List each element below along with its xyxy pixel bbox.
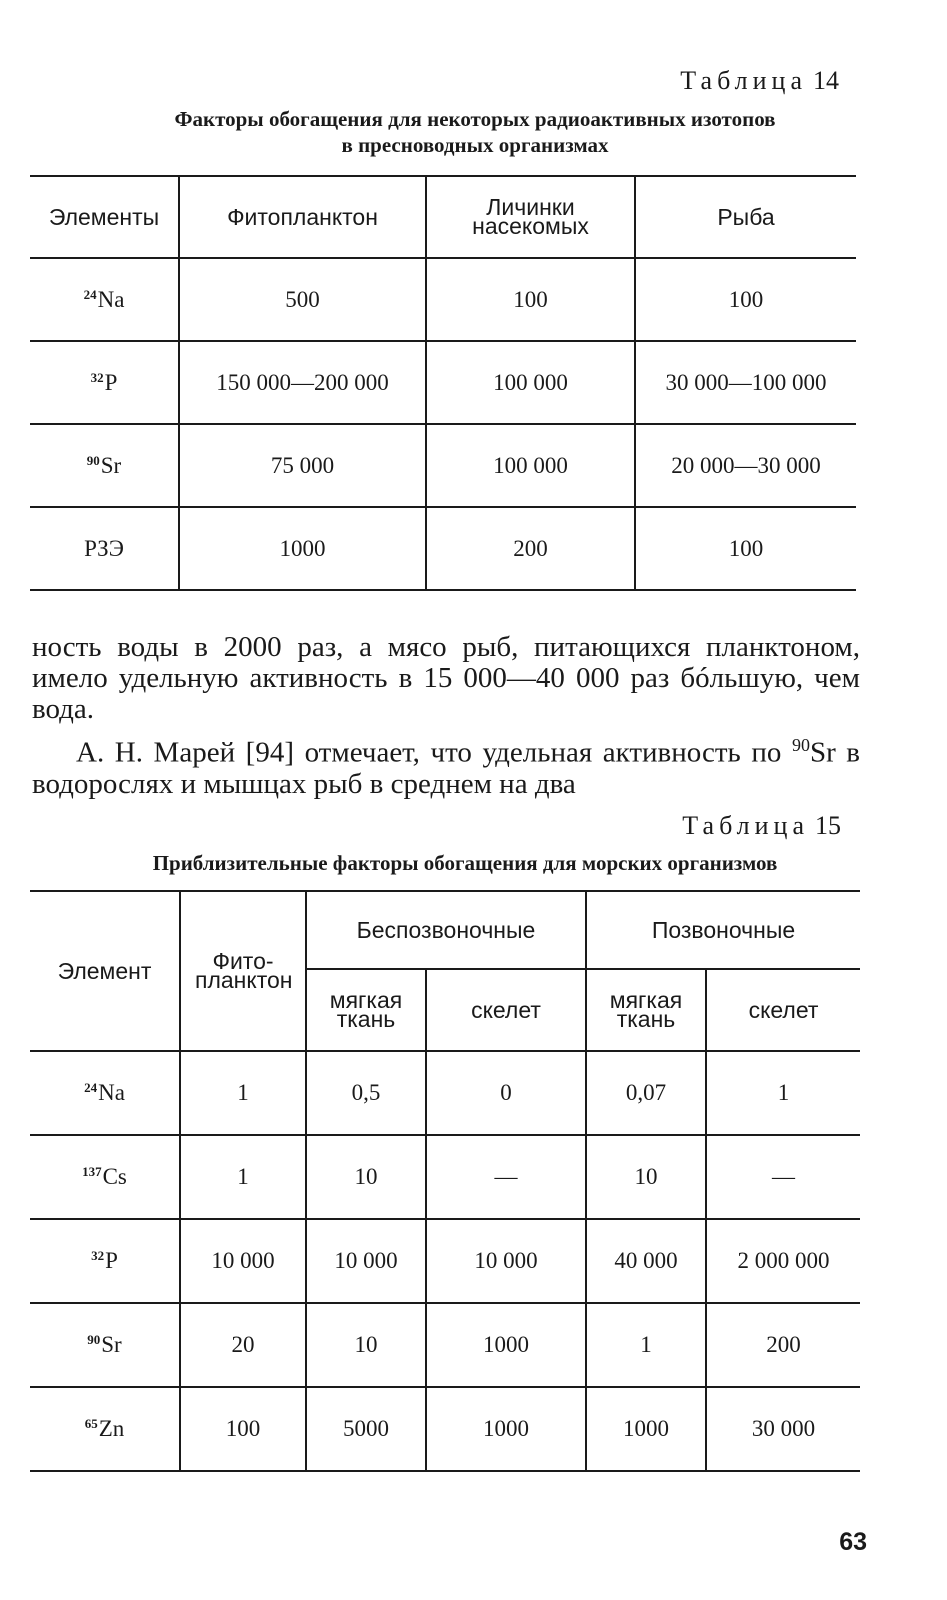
header-phytoplankton: Фитопланктон xyxy=(179,176,426,258)
row-element: $^{90}$Sr xyxy=(86,452,122,478)
table-row xyxy=(30,1219,860,1303)
table14 xyxy=(30,175,856,591)
cell: 20 000—30 000 xyxy=(635,424,856,507)
cell: 1 xyxy=(180,1135,306,1219)
table-row xyxy=(30,1387,860,1471)
cell: 100 xyxy=(635,507,856,590)
header-insect-larvae: Личинки насекомых xyxy=(426,176,635,258)
table-row xyxy=(30,424,856,507)
cell: 1 xyxy=(180,1051,306,1135)
cell: 150 000—200 000 xyxy=(179,341,426,424)
row-element: $^{90}$Sr xyxy=(87,1332,122,1357)
cell: 2 000 000 xyxy=(706,1219,860,1303)
header-vertebrates: Позвоночные xyxy=(586,891,860,969)
table15-header-row-1 xyxy=(30,891,860,969)
cell: 10 xyxy=(306,1303,426,1387)
row-element: РЗЭ xyxy=(84,535,124,561)
cell: 1 xyxy=(706,1051,860,1135)
cell: 100 000 xyxy=(426,424,635,507)
table-row xyxy=(30,1303,860,1387)
cell: 100 xyxy=(635,258,856,341)
cell: 1000 xyxy=(586,1387,706,1471)
table-row xyxy=(30,341,856,424)
body-paragraph-1: ность воды в 2000 раз, а мясо рыб, питающихся планктоном, имело удельную активность в 15 000—40 000 раз бóльшую, чем вода. xyxy=(32,631,860,725)
cell: 1000 xyxy=(426,1387,586,1471)
row-element: $^{137}$Cs xyxy=(82,1164,127,1189)
table-row xyxy=(30,258,856,341)
table15-title: Приблизительные факторы обогащения для морских организмов xyxy=(152,851,778,875)
cell: 100 000 xyxy=(426,341,635,424)
page-number: 63 xyxy=(839,1528,867,1556)
cell: 1000 xyxy=(179,507,426,590)
cell: — xyxy=(706,1135,860,1219)
cell: 0,07 xyxy=(586,1051,706,1135)
header-invert-soft-tissue: мягкая ткань xyxy=(306,969,426,1051)
row-element: $^{24}$Na xyxy=(84,1080,125,1105)
row-element: $^{32}$P xyxy=(90,369,118,395)
header-elements: Элементы xyxy=(48,203,160,230)
header-fish: Рыба xyxy=(635,176,856,258)
cell: 10 000 xyxy=(426,1219,586,1303)
body-paragraph-2: А. Н. Марей [94] отмечает, что удельная активность по $^{90}$Sr в водорослях и мышцах рыб в среднем на два xyxy=(32,735,860,800)
row-element: $^{24}$Na xyxy=(83,286,125,312)
table14-label: Таблица 14 xyxy=(680,66,839,95)
cell: 10 xyxy=(306,1135,426,1219)
table15 xyxy=(30,890,860,1472)
cell: 10 000 xyxy=(306,1219,426,1303)
table14-title: Факторы обогащения для некоторых радиоактивных изотопов в пресноводных организмах xyxy=(174,107,776,157)
table-row xyxy=(30,1135,860,1219)
table14-header-row xyxy=(30,176,856,258)
row-element: $^{32}$P xyxy=(91,1248,118,1273)
header-invertebrates: Беспозвоночные xyxy=(306,891,586,969)
cell: 0 xyxy=(426,1051,586,1135)
cell: 100 xyxy=(180,1387,306,1471)
cell: 0,5 xyxy=(306,1051,426,1135)
header-vert-skeleton: скелет xyxy=(706,969,860,1051)
row-element: $^{65}$Zn xyxy=(84,1416,125,1441)
table-row xyxy=(30,507,856,590)
cell: 1000 xyxy=(426,1303,586,1387)
header-element: Элемент xyxy=(30,891,180,1051)
cell: 500 xyxy=(179,258,426,341)
cell: 1 xyxy=(586,1303,706,1387)
header-vert-soft-tissue: мягкая ткань xyxy=(586,969,706,1051)
cell: 30 000—100 000 xyxy=(635,341,856,424)
cell: — xyxy=(426,1135,586,1219)
cell: 200 xyxy=(706,1303,860,1387)
cell: 30 000 xyxy=(706,1387,860,1471)
cell: 40 000 xyxy=(586,1219,706,1303)
cell: 10 xyxy=(586,1135,706,1219)
cell: 75 000 xyxy=(179,424,426,507)
cell: 20 xyxy=(180,1303,306,1387)
cell: 10 000 xyxy=(180,1219,306,1303)
header-phytoplankton: Фито-планктон xyxy=(180,891,306,1051)
cell: 100 xyxy=(426,258,635,341)
header-invert-skeleton: скелет xyxy=(426,969,586,1051)
table15-label: Таблица 15 xyxy=(682,811,841,840)
cell: 5000 xyxy=(306,1387,426,1471)
table-row xyxy=(30,1051,860,1135)
cell: 200 xyxy=(426,507,635,590)
